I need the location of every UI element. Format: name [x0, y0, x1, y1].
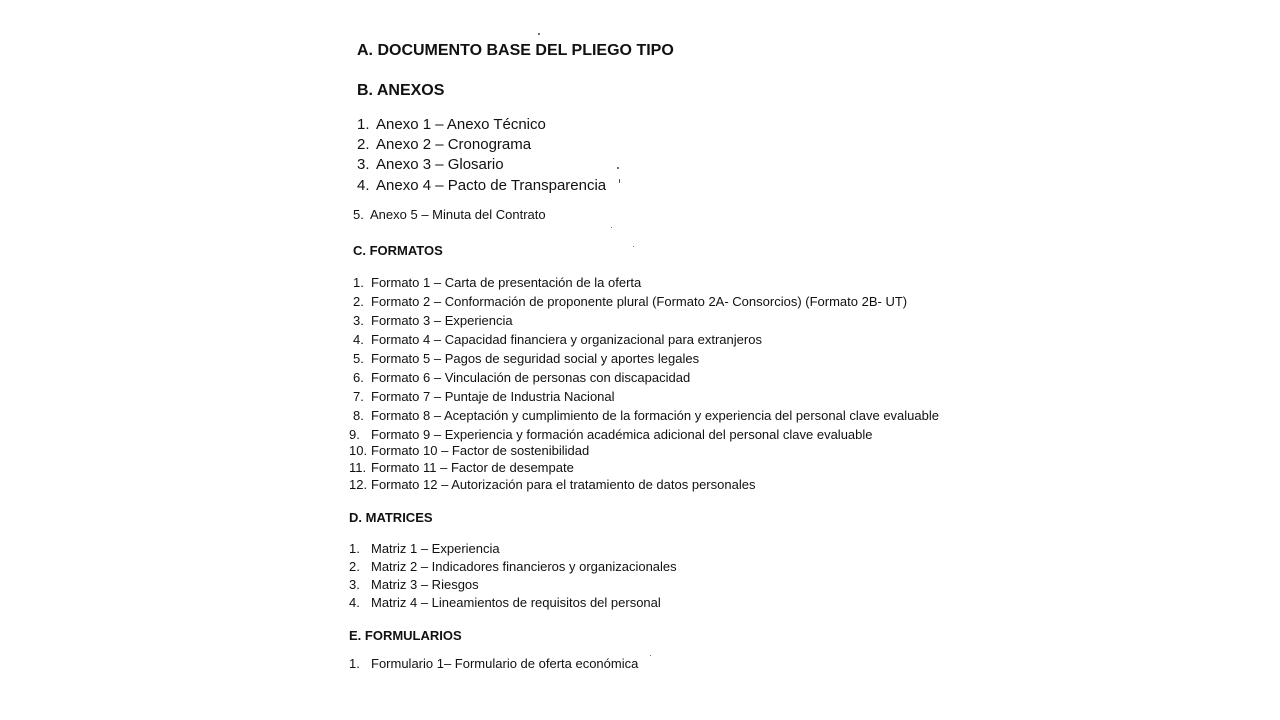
list-item: Matriz 4 – Lineamientos de requisitos del personal [371, 595, 661, 610]
section-c-title: C. FORMATOS [353, 243, 443, 258]
section-d-title: D. MATRICES [349, 510, 433, 525]
list-item-number: 2. [349, 559, 360, 574]
list-item-number: 1. [357, 116, 370, 133]
list-item-number: 4. [353, 332, 364, 347]
list-item-number: 3. [357, 156, 370, 173]
list-item-number: 1. [349, 656, 360, 671]
list-item: Formato 3 – Experiencia [371, 313, 513, 328]
list-item: Matriz 1 – Experiencia [371, 541, 500, 556]
scan-speck [617, 167, 619, 169]
list-item: Formato 5 – Pagos de seguridad social y aportes legales [371, 351, 700, 366]
list-item-number: 1. [349, 541, 360, 556]
list-item: Formato 11 – Factor de desempate [371, 460, 574, 475]
scan-speck [650, 655, 651, 656]
list-item: Formato 1 – Carta de presentación de la oferta [371, 275, 642, 290]
list-item-number: 7. [353, 389, 364, 404]
list-item: Formato 10 – Factor de sostenibilidad [371, 443, 590, 458]
list-item: Anexo 1 – Anexo Técnico [376, 116, 546, 133]
list-item-number: 12. [349, 477, 368, 492]
list-item-number: 2. [357, 136, 370, 153]
list-item-number: 6. [353, 370, 364, 385]
list-item: Anexo 3 – Glosario [376, 156, 504, 173]
list-item: Matriz 2 – Indicadores financieros y organizacionales [371, 559, 677, 574]
list-item-number: 2. [353, 294, 364, 309]
scan-speck [611, 227, 612, 228]
scan-speck [633, 246, 634, 247]
list-item: Formato 2 – Conformación de proponente plural (Formato 2A- Consorcios) (Formato 2B- UT) [371, 294, 908, 309]
list-item-number: 10. [349, 443, 368, 458]
list-item: Formato 4 – Capacidad financiera y organizacional para extranjeros [371, 332, 762, 347]
scan-speck [619, 179, 620, 183]
list-item: Anexo 2 – Cronograma [376, 136, 532, 153]
list-item-number: 4. [357, 177, 370, 194]
list-item: Anexo 5 – Minuta del Contrato [370, 207, 546, 222]
list-item: Formato 9 – Experiencia y formación académica adicional del personal clave evaluable [371, 427, 873, 442]
list-item-number: 9. [349, 427, 360, 442]
list-item: Formulario 1– Formulario de oferta económica [371, 656, 639, 671]
list-item: Formato 7 – Puntaje de Industria Nacional [371, 389, 615, 404]
list-item-number: 11. [349, 460, 367, 475]
list-item-number: 5. [353, 351, 364, 366]
list-item: Formato 6 – Vinculación de personas con discapacidad [371, 370, 691, 385]
list-item: Matriz 3 – Riesgos [371, 577, 479, 592]
section-a-title: A. DOCUMENTO BASE DEL PLIEGO TIPO [357, 42, 674, 59]
list-item: Anexo 4 – Pacto de Transparencia [376, 177, 607, 194]
list-item-number: 5. [353, 207, 364, 222]
list-item-number: 3. [353, 313, 364, 328]
list-item: Formato 12 – Autorización para el tratamiento de datos personales [371, 477, 756, 492]
section-e-title: E. FORMULARIOS [349, 628, 462, 643]
list-item: Formato 8 – Aceptación y cumplimiento de la formación y experiencia del personal clave evaluable [371, 408, 939, 423]
scan-speck [538, 33, 540, 35]
list-item-number: 4. [349, 595, 360, 610]
list-item-number: 1. [353, 275, 364, 290]
list-item-number: 3. [349, 577, 360, 592]
list-item-number: 8. [353, 408, 364, 423]
section-b-title: B. ANEXOS [357, 82, 445, 99]
